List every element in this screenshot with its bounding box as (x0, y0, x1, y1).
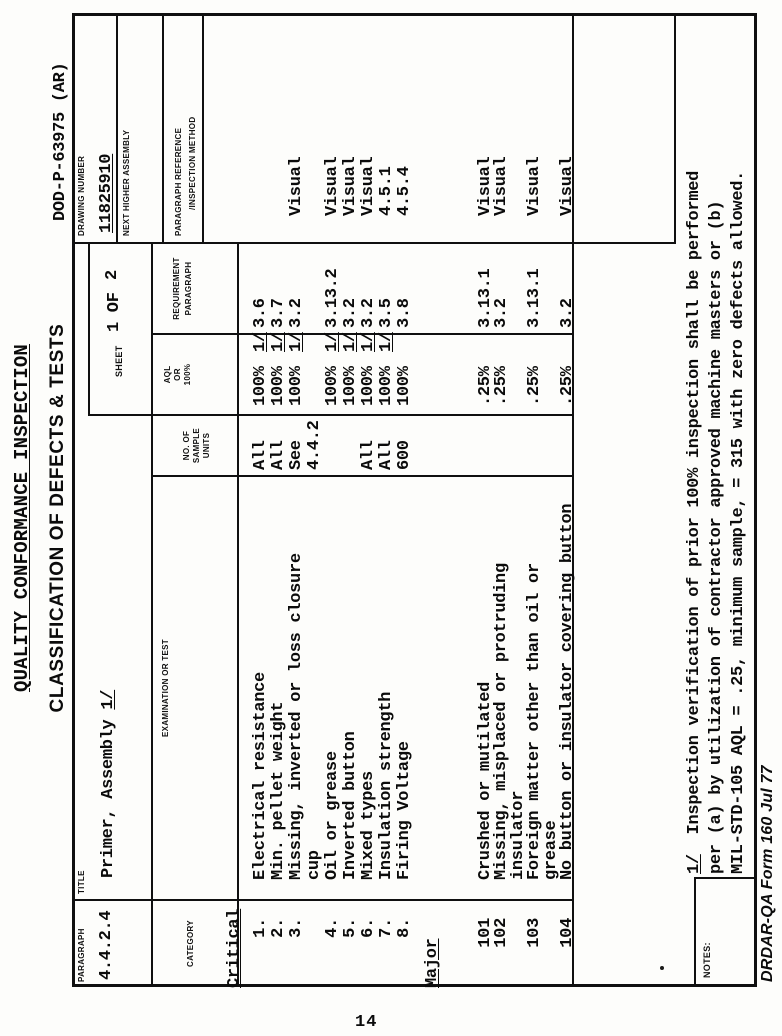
row-num: 7. (377, 918, 396, 938)
table-title: CLASSIFICATION OF DEFECTS & TESTS (47, 323, 68, 713)
row-sample: See (287, 440, 306, 470)
row-req: 3.2 (492, 298, 511, 328)
row-aql: 100% (341, 366, 360, 406)
row-aql: 100% (269, 366, 288, 406)
row-aql: 100% (377, 366, 396, 406)
row-text: Missing, misplaced or protruding (492, 563, 511, 880)
section-label: Major (423, 938, 442, 988)
grid-line-aql (88, 414, 573, 416)
row-aql-note: 1/ (341, 332, 360, 352)
row-aql: 100% (323, 366, 342, 406)
row-text: insulator (509, 790, 528, 880)
row-ref: Visual (525, 156, 544, 216)
reference-column-label-1: PARAGRAPH REFERENCE (174, 127, 183, 236)
sheet-value: 1 OF (105, 292, 124, 332)
category-column-label: CATEGORY (186, 920, 195, 967)
row-sample: All (377, 440, 396, 470)
ink-speck (660, 966, 664, 970)
grid-line-header-row (151, 242, 153, 987)
row-ref: Visual (287, 156, 306, 216)
row-num: 6. (359, 918, 378, 938)
grid-line-body-top (237, 242, 239, 987)
row-sample: All (359, 440, 378, 470)
row-num: 103 (525, 918, 544, 948)
page-number: 14 (355, 1013, 378, 1032)
aql-column-label-3: 100% (183, 363, 192, 386)
paragraph-value: 4.4.2.4 (97, 910, 116, 980)
row-text: Insulation strength (377, 691, 396, 880)
sample-units-column-label-2: SAMPLE (192, 427, 201, 464)
notes-line-2: per (a) by utilization of contractor approved machine masters or (b) (707, 200, 726, 874)
paragraph-label: PARAGRAPH (77, 928, 86, 982)
row-req: 3.8 (395, 298, 414, 328)
row-aql-note: 1/ (359, 332, 378, 352)
examination-column-label: EXAMINATION OR TEST (161, 639, 170, 737)
notes-line-3: MIL-STD-105 AQL = .25, minimum sample, = 315 with zero defects allowed. (729, 170, 748, 874)
aql-column-label-1: AQL (163, 365, 172, 384)
row-text: cup (305, 850, 324, 880)
row-aql: .25% (558, 366, 577, 406)
next-higher-assembly-label: NEXT HIGHER ASSEMBLY (122, 129, 131, 236)
row-aql-note: 1/ (269, 332, 288, 352)
row-num: 2. (269, 918, 288, 938)
grid-line-next-higher (162, 13, 164, 244)
row-aql: .25% (525, 366, 544, 406)
row-req: 3.2 (287, 298, 306, 328)
row-req: 3.7 (269, 298, 288, 328)
row-text: Electrical resistance (251, 672, 270, 880)
row-aql-note: 1/ (251, 332, 270, 352)
grid-line-corner-box (674, 13, 676, 244)
row-text: grease (542, 820, 561, 880)
row-num: 102 (492, 918, 511, 948)
row-req: 3.6 (251, 298, 270, 328)
row-text: Missing, inverted or loss closure (287, 553, 306, 880)
row-req: 3.13.2 (323, 268, 342, 328)
requirement-column-label-2: PARAGRAPH (184, 261, 193, 316)
row-num: 101 (476, 918, 495, 948)
row-text: Foreign matter other than oil or (525, 563, 544, 880)
row-aql: 100% (287, 366, 306, 406)
row-text: Oil or grease (323, 751, 342, 880)
page-heading: QUALITY CONFORMANCE INSPECTION (11, 343, 33, 693)
row-text: No button or insulator covering button (558, 503, 577, 880)
row-aql: 100% (395, 366, 414, 406)
row-ref: Visual (359, 156, 378, 216)
drawing-number-value: 11825910 (97, 153, 116, 233)
row-ref: Visual (492, 156, 511, 216)
reference-column-label-2: /INSPECTION METHOD (188, 116, 197, 210)
sheet-total: 2 (103, 270, 122, 280)
row-ref: Visual (476, 156, 495, 216)
aql-column-label-2: OR (173, 368, 182, 381)
row-num: 4. (323, 918, 342, 938)
row-sample: All (269, 440, 288, 470)
row-text: Min. pellet weight (269, 701, 288, 880)
sheet-label: SHEET (114, 345, 124, 377)
row-ref: Visual (558, 156, 577, 216)
row-num: 1. (251, 918, 270, 938)
grid-line-notes-label-right (694, 877, 757, 879)
row-text: Crushed or mutilated (476, 681, 495, 880)
row-req: 3.13.1 (525, 268, 544, 328)
row-text: Firing Voltage (395, 741, 414, 880)
row-req: 3.2 (359, 298, 378, 328)
grid-line-sheet-box-top (88, 242, 90, 416)
row-aql-note: 1/ (377, 332, 396, 352)
row-aql-note: 1/ (287, 332, 306, 352)
row-req: 3.2 (341, 298, 360, 328)
row-text: Mixed types (359, 771, 378, 880)
row-sample: 600 (395, 440, 414, 470)
row-aql: 100% (251, 366, 270, 406)
title-label: TITLE (77, 870, 86, 894)
row-text: Inverted button (341, 731, 360, 880)
row-num: 8. (395, 918, 414, 938)
row-aql: .25% (476, 366, 495, 406)
row-ref: Visual (341, 156, 360, 216)
row-req: 3.2 (558, 298, 577, 328)
grid-line-category (72, 899, 573, 901)
requirement-column-label-1: REQUIREMENT (172, 257, 181, 320)
row-req: 3.13.1 (476, 268, 495, 328)
title-note-ref: 1/ (99, 689, 118, 710)
row-ref: Visual (323, 156, 342, 216)
spec-number: DOD-P-63975 (AR) (51, 62, 70, 221)
note-ref: 1/ (685, 854, 704, 874)
grid-line-reference-header (202, 13, 204, 244)
title-value: Primer, Assembly 1/ (99, 689, 118, 878)
row-sample: 4.4.2 (305, 420, 324, 470)
row-ref: 4.5.1 (377, 166, 396, 216)
row-num: 3. (287, 918, 306, 938)
form-number: DRDAR-QA Form 160 Jul 77 (759, 765, 776, 982)
row-aql: .25% (492, 366, 511, 406)
sample-units-column-label-1: NO. OF (182, 430, 191, 461)
row-aql: 100% (359, 366, 378, 406)
notes-label: NOTES: (702, 942, 712, 978)
row-num: 104 (558, 918, 577, 948)
grid-line-sample (151, 475, 573, 477)
notes-line-1: 1/ Inspection verification of prior 100% inspection shall be performed (685, 170, 704, 874)
sample-units-column-label-3: UNITS (202, 432, 211, 459)
row-req: 3.5 (377, 298, 396, 328)
row-num: 5. (341, 918, 360, 938)
row-aql-note: 1/ (323, 332, 342, 352)
section-label: Critical (225, 908, 244, 988)
drawing-number-label: DRAWING NUMBER (77, 155, 86, 236)
row-sample: All (251, 440, 270, 470)
grid-line-notes-label-box (694, 877, 696, 987)
row-ref: 4.5.4 (395, 166, 414, 216)
